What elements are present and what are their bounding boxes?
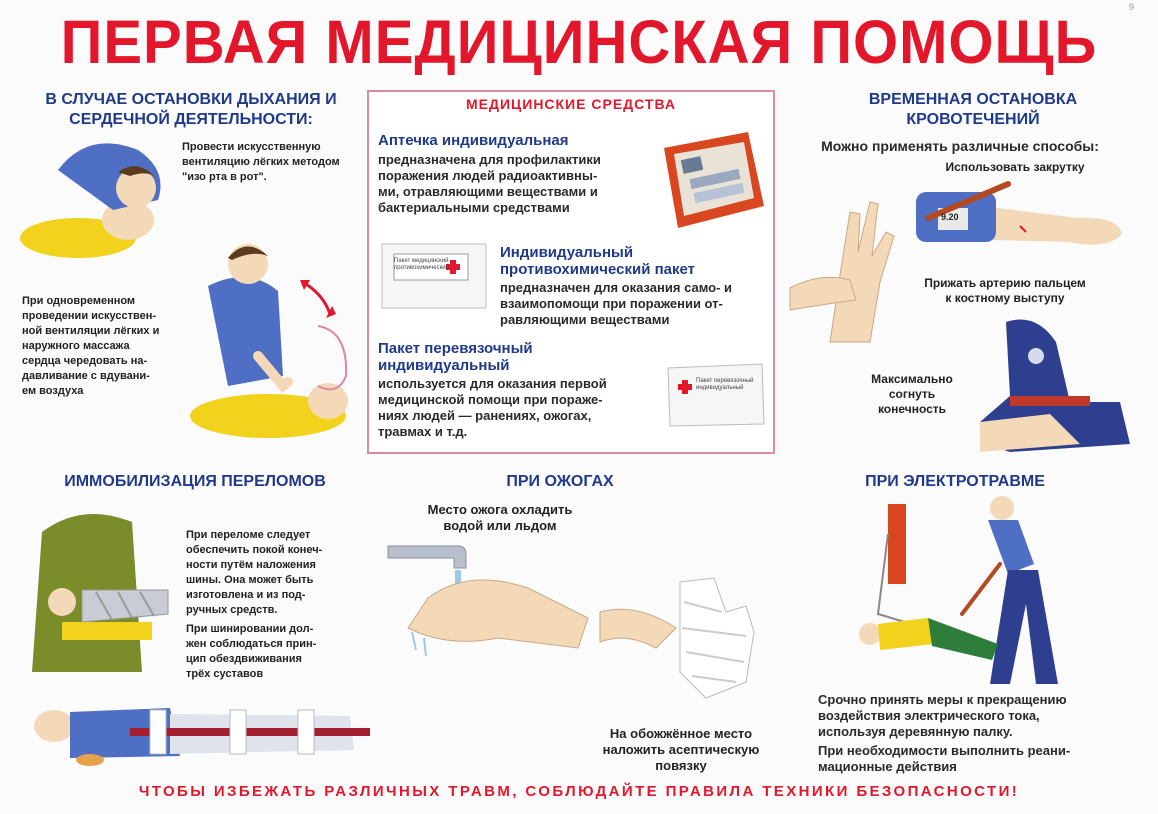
text-line: шины. Она может быть [186, 574, 314, 586]
bandage-description [378, 376, 648, 440]
press-caption [890, 276, 1120, 306]
tourniquet-time: 9.20 [941, 212, 959, 222]
text-line: противохимический пакет [500, 261, 695, 278]
press-arrow-icon [306, 284, 330, 314]
text-line: Место ожога охладить [427, 502, 573, 517]
arrow-heads-icon [300, 280, 336, 318]
safety-footer: ЧТОБЫ ИЗБЕЖАТЬ РАЗЛИЧНЫХ ТРАВМ, СОБЛЮДАЙТЕ ПРАВИЛА ТЕХНИКИ БЕЗОПАСНОСТИ! [138, 783, 1020, 800]
rescuer-shirt [988, 520, 1034, 574]
fracture-heading: ИММОБИЛИЗАЦИЯ ПЕРЕЛОМОВ [64, 473, 326, 490]
breathing-text2 [22, 294, 182, 399]
tap-water-illustration [388, 538, 598, 668]
text-line: мационные действия [818, 759, 957, 774]
text-line: При необходимости выполнить реани- [818, 743, 1071, 758]
text-line: ем воздуха [22, 385, 84, 397]
burns-dress-caption [586, 726, 776, 774]
bandage-wrap [150, 710, 166, 754]
leg-splint-illustration [30, 696, 370, 768]
text-line: воздействия электрического тока, [818, 708, 1040, 723]
page-title: ПЕРВАЯ МЕДИЦИНСКАЯ ПОМОЩЬ [60, 8, 1098, 77]
fracture-text [186, 528, 346, 682]
breathing-heading-line1: В СЛУЧАЕ ОСТАНОВКИ ДЫХАНИЯ И [45, 91, 337, 108]
text-line: к костному выступу [945, 291, 1065, 305]
rescuer-head [990, 496, 1014, 520]
kit-title: Аптечка индивидуальная [378, 132, 569, 149]
text-line: При переломе следует [186, 529, 311, 541]
text-line: Прижать артерию пальцем [924, 276, 1086, 290]
bandage-package-illustration [666, 360, 766, 430]
text-line: наложить асептическую [602, 742, 760, 757]
belt [1010, 396, 1090, 406]
sling [62, 622, 152, 640]
text-line: взаимопомощи при поражении от- [500, 296, 723, 311]
mouth-to-mouth-illustration [18, 130, 178, 260]
text-line: ной вентиляции лёгких и [22, 325, 160, 337]
breathing-heading-line2: СЕРДЕЧНОЙ ДЕЯТЕЛЬНОСТИ: [69, 111, 313, 128]
text-line: проведении искусствен- [22, 310, 157, 322]
bandage-wrap [298, 710, 314, 754]
breathing-heading [26, 90, 356, 130]
press-artery-illustration [790, 192, 900, 342]
lungs-outline [318, 326, 346, 389]
text-line: равляющими веществами [500, 312, 670, 327]
bleeding-heading-line1: ВРЕМЕННАЯ ОСТАНОВКА [868, 91, 1078, 108]
hands [408, 580, 588, 648]
bandage-title [378, 340, 533, 374]
drops [412, 632, 426, 656]
arm-splint-illustration [22, 502, 172, 682]
victim-trousers [928, 618, 998, 660]
text-line: Максимально [871, 372, 953, 386]
text-line: Провести искусственную [182, 141, 321, 153]
victim-shirt [878, 618, 934, 650]
electric-pole [888, 504, 906, 584]
bent-limb-illustration [970, 312, 1136, 462]
chemical-package-illustration [380, 240, 490, 312]
bleeding-intro: Можно применять различные способы: [821, 138, 1099, 154]
burns-heading: ПРИ ОЖОГАХ [506, 473, 614, 490]
text-line: жен соблюдаться прин- [186, 638, 317, 650]
text-line: При одновременном [22, 295, 136, 307]
electro-text [818, 692, 1102, 775]
text-line: Срочно принять меры к прекращению [818, 692, 1067, 707]
bend-caption [862, 372, 962, 417]
chem-description [500, 280, 770, 328]
text-line: медицинской помощи при пораже- [378, 392, 603, 407]
text-line: конечность [877, 402, 947, 416]
text-line: цип обездвиживания [186, 653, 302, 665]
text-line: изготовлена и из под- [186, 589, 306, 601]
chem-package-label: Пакет медицинский противохимический [394, 258, 449, 271]
package [668, 364, 764, 426]
text-line: Индивидуальный [500, 244, 634, 261]
bandage-package-label: Пакет перевязочный индивидуальный [696, 378, 754, 391]
text-line: ности путём наложения [186, 559, 316, 571]
victim-head [859, 623, 881, 645]
text-line: При шинировании дол- [186, 623, 314, 635]
wooden-stick [962, 564, 1000, 614]
hand [48, 588, 76, 616]
text-line: предназначен для оказания само- и [500, 280, 733, 295]
kit-description [378, 152, 648, 216]
text-line: давливание с вдувани- [22, 370, 150, 382]
burns-cool-caption [400, 502, 600, 534]
text-line: ручных средств. [186, 604, 278, 616]
text-line: водой или льдом [443, 518, 557, 533]
pillow [76, 754, 104, 766]
electrotrauma-illustration [858, 494, 1072, 690]
chem-title [500, 244, 695, 278]
faucet [388, 546, 466, 568]
red-cross-icon [678, 384, 692, 390]
text-line: Пакет перевязочный [378, 340, 533, 357]
text-line: повязку [655, 758, 707, 773]
hand-raised [830, 202, 894, 342]
bleeding-heading [800, 90, 1146, 130]
bleeding-heading-line2: КРОВОТЕЧЕНИЙ [906, 111, 1040, 128]
text-line: поражения людей радиоактивны- [378, 168, 598, 183]
text-line: предназначена для профилактики [378, 152, 601, 167]
first-aid-kit-illustration [656, 124, 768, 236]
text-line: ми, отравляющими веществами и [378, 184, 598, 199]
rescuer-trousers [990, 570, 1058, 684]
text-line: травмах и т.д. [378, 424, 468, 439]
text-line: трёх суставов [186, 668, 264, 680]
text-line: индивидуальный [378, 357, 510, 374]
text-line: бактериальными средствами [378, 200, 570, 215]
medical-heading: МЕДИЦИНСКИЕ СРЕДСТВА [466, 96, 676, 112]
helper-hand [600, 609, 676, 648]
text-line: На обожжённое место [609, 726, 753, 741]
text-line: обеспечить покой конеч- [186, 544, 323, 556]
breathing-text1 [182, 140, 362, 185]
page-number: 9 [1128, 2, 1134, 12]
patient-head [34, 710, 74, 742]
bandaged-hand-illustration [596, 572, 756, 702]
text-line: "изо рта в рот". [182, 171, 267, 183]
text-line: наружного массажа [22, 340, 130, 352]
text-line: используя деревянную палку. [818, 724, 1013, 739]
text-line: ниях людей — ранениях, ожогах, [378, 408, 592, 423]
cpr-illustration [188, 236, 358, 441]
text-line: вентиляцию лёгких методом [182, 156, 340, 168]
text-line: используется для оказания первой [378, 376, 607, 391]
text-line: сердца чередовать на- [22, 355, 148, 367]
twist-caption: Использовать закрутку [945, 160, 1085, 174]
electro-heading: ПРИ ЭЛЕКТРОТРАВМЕ [865, 473, 1045, 490]
knee-patch [1028, 348, 1044, 364]
bandage-wrap [230, 710, 246, 754]
text-line: согнуть [888, 387, 936, 401]
